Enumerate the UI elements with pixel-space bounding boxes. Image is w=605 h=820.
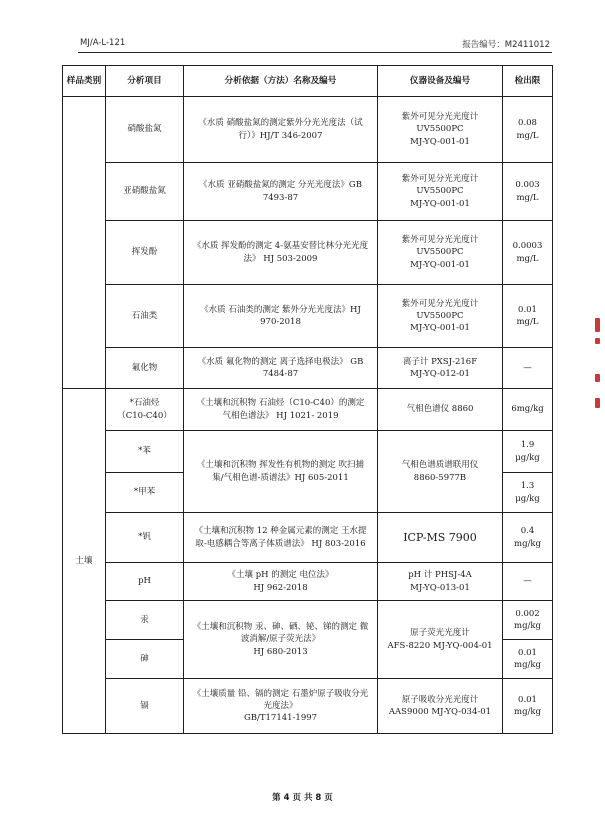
limit-cell: 0.01 mg/kg [503, 679, 553, 734]
standard-cell: 《水质 亚硝酸盐氮的测定 分光光度法》GB 7493-87 [184, 163, 378, 221]
standard-cell: 《土壤和沉积物 汞、砷、硒、铋、锑的测定 微波消解/原子荧光法》 HJ 680-2013 [184, 601, 378, 679]
limit-cell: 0.003 mg/L [503, 163, 553, 221]
seal-edge-mark [595, 338, 600, 344]
instrument-cell: 离子计 PXSJ-216F MJ-YQ-012-01 [378, 348, 503, 389]
instrument-cell: 紫外可见分光光度计 UV5500PC MJ-YQ-001-01 [378, 97, 503, 163]
instrument-cell: 紫外可见分光光度计 UV5500PC MJ-YQ-001-01 [378, 163, 503, 221]
col-header-standard: 分析依据（方法）名称及编号 [184, 66, 378, 97]
instrument-cell: 气相色谱仪 8860 [378, 389, 503, 431]
standard-cell: 《水质 硝酸盐氮的测定紫外分光光度法（试行）》HJ/T 346-2007 [184, 97, 378, 163]
item-cell: 镉 [106, 679, 184, 734]
table-row [63, 431, 553, 473]
limit-cell: — [503, 348, 553, 389]
standard-cell: 《水质 挥发酚的测定 4-氨基安替比林分光光度法》 HJ 503-2009 [184, 221, 378, 285]
item-cell: *石油烃 （C10-C40） [106, 389, 184, 431]
col-header-item: 分析项目 [106, 66, 184, 97]
standard-cell: 《土壤和沉积物 12 种金属元素的测定 王水提取-电感耦合等离子体质谱法》 HJ 803-2016 [184, 513, 378, 563]
seal-edge-mark [595, 318, 600, 332]
limit-cell: 0.01 mg/kg [503, 640, 553, 679]
instrument-cell: pH 计 PHSJ-4A MJ-YQ-013-01 [378, 563, 503, 601]
table-row [63, 513, 553, 563]
analysis-method-table [62, 65, 553, 734]
table-row [63, 221, 553, 285]
col-header-instrument: 仪器设备及编号 [378, 66, 503, 97]
standard-cell: 《土壤和沉积物 挥发性有机物的测定 吹扫捕集/气相色谱-质谱法》HJ 605-2011 [184, 431, 378, 513]
table-row [63, 563, 553, 601]
table-row [63, 163, 553, 221]
table-header-row [63, 66, 553, 97]
soil-category-cell: 土壤 [63, 389, 106, 734]
limit-cell: 0.01 mg/L [503, 285, 553, 348]
item-cell: 石油类 [106, 285, 184, 348]
table-row [63, 97, 553, 163]
table-row [63, 348, 553, 389]
seal-edge-mark [595, 398, 600, 408]
item-cell: 挥发酚 [106, 221, 184, 285]
item-cell: *苯 [106, 431, 184, 473]
instrument-cell: 气相色谱质谱联用仪 8860-5977B [378, 431, 503, 513]
limit-cell: — [503, 563, 553, 601]
col-header-limit: 检出限 [503, 66, 553, 97]
standard-cell: 《土壤和沉积物 石油烃（C10-C40）的测定 气相色谱法》 HJ 1021- 2019 [184, 389, 378, 431]
limit-cell: 6mg/kg [503, 389, 553, 431]
limit-cell: 0.4 mg/kg [503, 513, 553, 563]
instrument-cell: 紫外可见分光光度计 UV5500PC MJ-YQ-001-01 [378, 285, 503, 348]
standard-cell: 《水质 石油类的测定 紫外分光光度法》HJ 970-2018 [184, 285, 378, 348]
report-number: 报告编号：M2411012 [462, 40, 550, 50]
limit-cell: 1.9 μg/kg [503, 431, 553, 473]
instrument-cell: ICP-MS 7900 [378, 513, 503, 563]
item-cell: 亚硝酸盐氮 [106, 163, 184, 221]
limit-cell: 0.0003 mg/L [503, 221, 553, 285]
limit-cell: 0.002 mg/kg [503, 601, 553, 640]
water-category-cell [63, 97, 106, 389]
standard-cell: 《水质 氟化物的测定 离子选择电极法》 GB 7484-87 [184, 348, 378, 389]
page-header [80, 38, 550, 52]
table-row [63, 285, 553, 348]
page-footer: 第 4 页 共 8 页 [272, 793, 333, 803]
col-header-category: 样品类别 [63, 66, 106, 97]
standard-cell: 《土壤质量 铅、镉的测定 石墨炉原子吸收分光光度法》 GB/T17141-1997 [184, 679, 378, 734]
item-cell: *甲苯 [106, 473, 184, 513]
item-cell: *钒 [106, 513, 184, 563]
item-cell: pH [106, 563, 184, 601]
instrument-cell: 原子荧光光度计 AFS-8220 MJ-YQ-004-01 [378, 601, 503, 679]
doc-code: MJ/A-L-121 [80, 38, 126, 48]
header-rule [78, 52, 552, 53]
limit-cell: 1.3 μg/kg [503, 473, 553, 513]
table-row [63, 679, 553, 734]
item-cell: 汞 [106, 601, 184, 640]
item-cell: 硝酸盐氮 [106, 97, 184, 163]
item-cell: 砷 [106, 640, 184, 679]
standard-cell: 《土壤 pH 的测定 电位法》 HJ 962-2018 [184, 563, 378, 601]
item-cell: 氟化物 [106, 348, 184, 389]
limit-cell: 0.08 mg/L [503, 97, 553, 163]
table-row [63, 601, 553, 640]
table-row [63, 389, 553, 431]
seal-edge-mark [595, 374, 600, 382]
instrument-cell: 紫外可见分光光度计 UV5500PC MJ-YQ-001-01 [378, 221, 503, 285]
instrument-cell: 原子吸收分光光度计 AAS9000 MJ-YQ-034-01 [378, 679, 503, 734]
